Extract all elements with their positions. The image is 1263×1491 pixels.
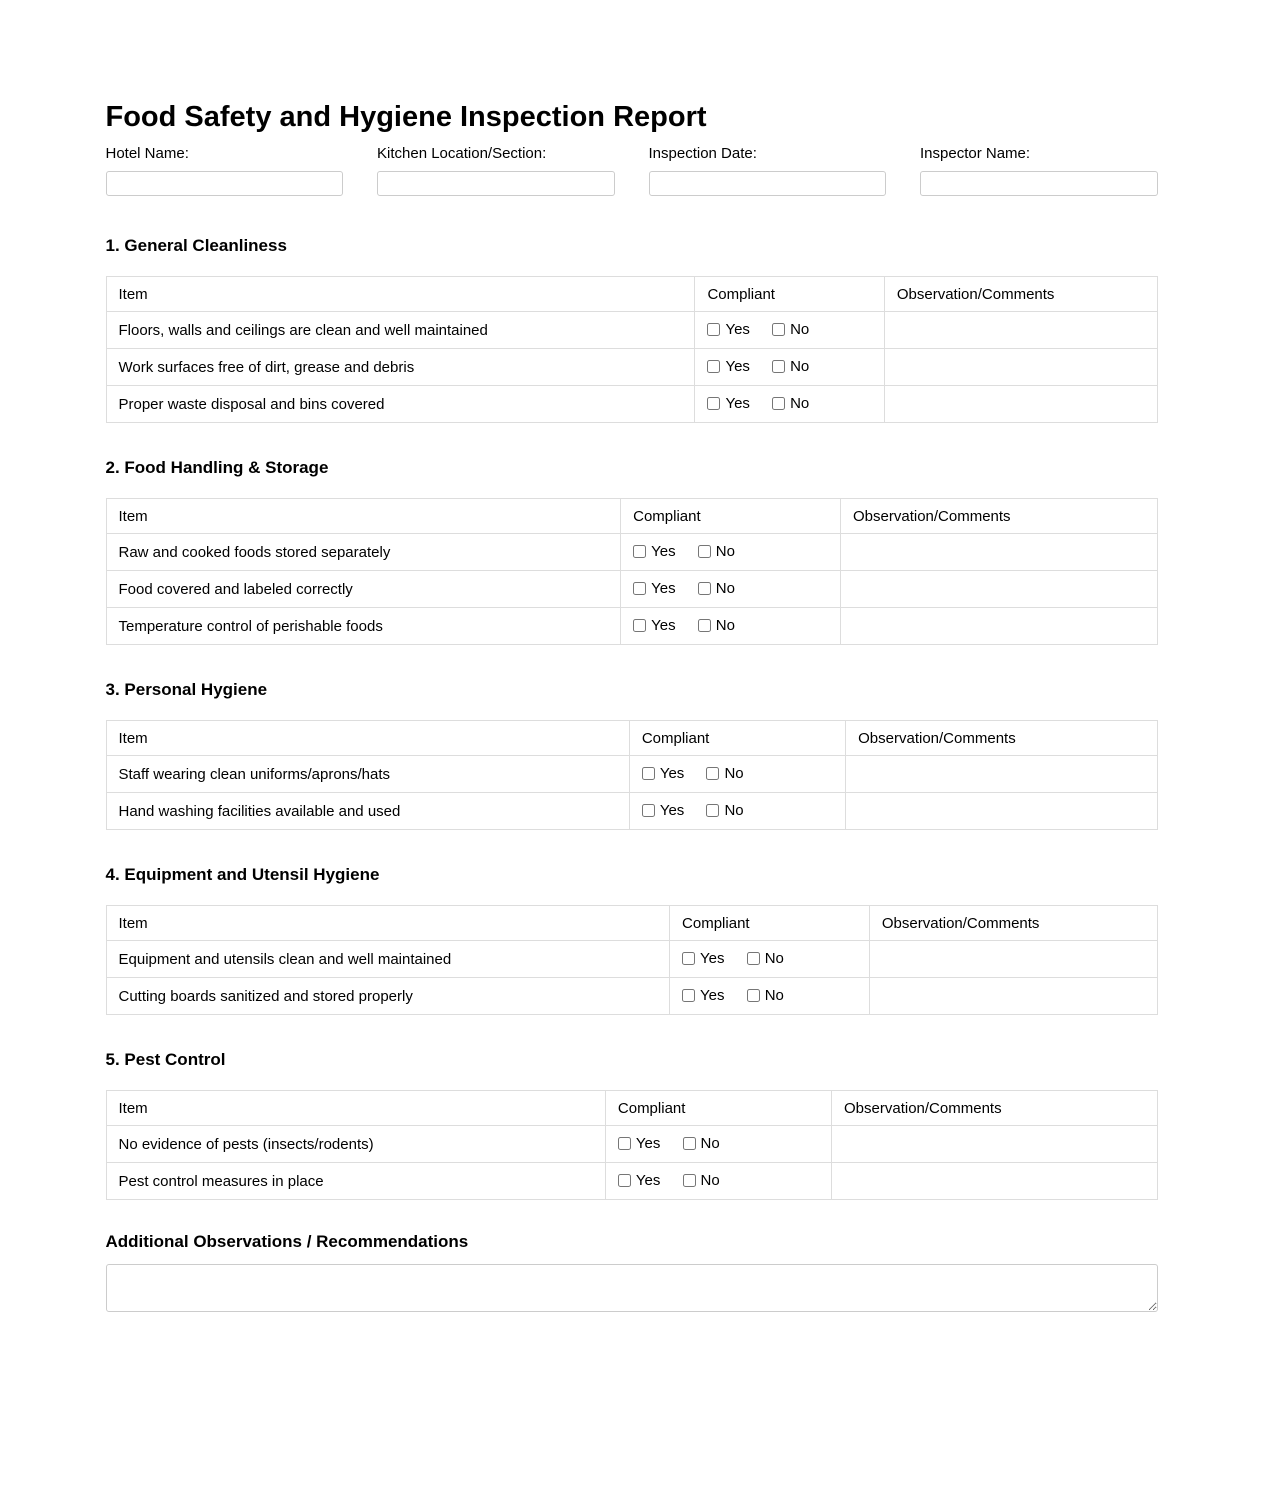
item-cell: Proper waste disposal and bins covered: [106, 386, 695, 423]
inspection-table: [106, 1090, 1158, 1200]
yes-option[interactable]: [707, 321, 749, 338]
yes-option[interactable]: [633, 543, 675, 560]
column-header-compliant: Compliant: [621, 499, 841, 534]
inspection-report-page: [106, 0, 1158, 1312]
inspection-table: [106, 498, 1158, 645]
column-header-item: Item: [106, 1091, 605, 1126]
table-row: [106, 793, 1157, 830]
column-header-observation: Observation/Comments: [841, 499, 1158, 534]
hotel-name-label: Hotel Name:: [105, 145, 189, 163]
no-option[interactable]: [706, 802, 743, 819]
observation-cell: [884, 349, 1157, 386]
yes-checkbox[interactable]: [682, 952, 695, 965]
yes-label: Yes: [725, 320, 750, 338]
column-header-compliant: Compliant: [695, 277, 884, 312]
section-heading: 1. General Cleanliness: [105, 236, 287, 256]
column-header-observation: Observation/Comments: [869, 906, 1157, 941]
yes-checkbox[interactable]: [707, 323, 720, 336]
yes-checkbox[interactable]: [633, 619, 646, 632]
page-title: Food Safety and Hygiene Inspection Report: [105, 101, 707, 133]
item-cell: Work surfaces free of dirt, grease and debris: [106, 349, 695, 386]
no-label: No: [715, 579, 735, 597]
column-header-item: Item: [106, 277, 695, 312]
observation-cell: [846, 756, 1157, 793]
no-option[interactable]: [698, 617, 735, 634]
no-option[interactable]: [772, 358, 809, 375]
compliant-cell: [670, 978, 870, 1015]
observation-cell: [841, 571, 1158, 608]
item-cell: Hand washing facilities available and used: [106, 793, 629, 830]
no-checkbox[interactable]: [698, 582, 711, 595]
yes-checkbox[interactable]: [642, 804, 655, 817]
inspection-table: [106, 276, 1158, 423]
compliant-cell: [621, 534, 841, 571]
compliant-cell: [605, 1163, 831, 1200]
table-row: [106, 312, 1157, 349]
yes-option[interactable]: [682, 950, 724, 967]
no-option[interactable]: [706, 765, 743, 782]
yes-option[interactable]: [642, 765, 684, 782]
compliant-cell: [629, 793, 845, 830]
yes-checkbox[interactable]: [633, 582, 646, 595]
table-header-row: [106, 906, 1157, 941]
no-label: No: [700, 1134, 720, 1152]
yes-checkbox[interactable]: [633, 545, 646, 558]
no-label: No: [764, 986, 784, 1004]
no-label: No: [700, 1171, 720, 1189]
observation-cell: [841, 608, 1158, 645]
column-header-observation: Observation/Comments: [846, 721, 1157, 756]
table-row: [106, 1126, 1157, 1163]
item-cell: Pest control measures in place: [106, 1163, 605, 1200]
section-heading: 4. Equipment and Utensil Hygiene: [105, 865, 380, 885]
section-heading: 2. Food Handling & Storage: [105, 458, 329, 478]
item-cell: Raw and cooked foods stored separately: [106, 534, 621, 571]
column-header-compliant: Compliant: [670, 906, 870, 941]
yes-checkbox[interactable]: [707, 360, 720, 373]
additional-observations-textarea[interactable]: [106, 1264, 1158, 1312]
inspection-section: [106, 865, 1158, 1015]
column-header-item: Item: [106, 721, 629, 756]
observation-cell: [841, 534, 1158, 571]
yes-option[interactable]: [642, 802, 684, 819]
yes-option[interactable]: [707, 358, 749, 375]
inspection-table: [106, 905, 1158, 1015]
table-row: [106, 608, 1157, 645]
no-checkbox[interactable]: [698, 545, 711, 558]
section-heading: 5. Pest Control: [105, 1050, 226, 1070]
item-cell: Staff wearing clean uniforms/aprons/hats: [106, 756, 629, 793]
no-option[interactable]: [683, 1135, 720, 1152]
table-header-row: [106, 721, 1157, 756]
no-option[interactable]: [698, 580, 735, 597]
additional-observations-heading: Additional Observations / Recommendations: [105, 1232, 469, 1252]
yes-checkbox[interactable]: [682, 989, 695, 1002]
no-checkbox[interactable]: [747, 952, 760, 965]
no-option[interactable]: [772, 395, 809, 412]
no-checkbox[interactable]: [772, 397, 785, 410]
column-header-observation: Observation/Comments: [884, 277, 1157, 312]
header-fields: [106, 145, 1158, 196]
table-row: [106, 571, 1157, 608]
column-header-observation: Observation/Comments: [832, 1091, 1157, 1126]
table-row: [106, 534, 1157, 571]
table-row: [106, 756, 1157, 793]
yes-label: Yes: [635, 1171, 661, 1189]
no-label: No: [724, 801, 744, 819]
no-option[interactable]: [698, 543, 735, 560]
table-header-row: [106, 1091, 1157, 1126]
no-checkbox[interactable]: [772, 323, 785, 336]
compliant-cell: [605, 1126, 831, 1163]
no-checkbox[interactable]: [683, 1137, 696, 1150]
yes-option[interactable]: [618, 1135, 660, 1152]
table-row: [106, 978, 1157, 1015]
no-checkbox[interactable]: [683, 1174, 696, 1187]
yes-option[interactable]: [707, 395, 749, 412]
yes-label: Yes: [651, 579, 676, 597]
table-row: [106, 1163, 1157, 1200]
yes-label: Yes: [725, 394, 750, 412]
observation-cell: [846, 793, 1157, 830]
inspection-section: [106, 236, 1158, 423]
inspector-name-label: Inspector Name:: [920, 145, 1031, 163]
observation-cell: [884, 386, 1157, 423]
inspector-name-input[interactable]: [920, 171, 1158, 196]
table-row: [106, 349, 1157, 386]
yes-label: Yes: [725, 357, 750, 375]
no-label: No: [715, 616, 735, 634]
item-cell: Cutting boards sanitized and stored properly: [106, 978, 670, 1015]
no-checkbox[interactable]: [706, 804, 719, 817]
table-header-row: [106, 499, 1157, 534]
yes-checkbox[interactable]: [707, 397, 720, 410]
compliant-cell: [629, 756, 845, 793]
yes-label: Yes: [700, 986, 725, 1004]
yes-option[interactable]: [633, 617, 675, 634]
inspection-section: [106, 458, 1158, 645]
no-option[interactable]: [772, 321, 809, 338]
inspection-table: [106, 720, 1158, 830]
table-header-row: [106, 277, 1157, 312]
compliant-cell: [695, 349, 884, 386]
compliant-cell: [695, 386, 884, 423]
compliant-cell: [670, 941, 870, 978]
yes-checkbox[interactable]: [618, 1174, 631, 1187]
kitchen-location-input[interactable]: [377, 171, 615, 196]
field-hotel-name: [106, 145, 344, 196]
no-label: No: [790, 357, 810, 375]
no-label: No: [790, 394, 810, 412]
yes-option[interactable]: [618, 1172, 660, 1189]
compliant-cell: [621, 571, 841, 608]
yes-option[interactable]: [633, 580, 675, 597]
observation-cell: [869, 978, 1157, 1015]
hotel-name-input[interactable]: [106, 171, 344, 196]
yes-label: Yes: [651, 616, 676, 634]
yes-option[interactable]: [682, 987, 724, 1004]
no-checkbox[interactable]: [747, 989, 760, 1002]
yes-label: Yes: [635, 1134, 661, 1152]
no-label: No: [764, 949, 784, 967]
yes-label: Yes: [659, 764, 685, 782]
table-row: [106, 386, 1157, 423]
table-row: [106, 941, 1157, 978]
item-cell: Food covered and labeled correctly: [106, 571, 621, 608]
column-header-item: Item: [106, 499, 621, 534]
inspection-section: [106, 680, 1158, 830]
observation-cell: [884, 312, 1157, 349]
inspection-date-input[interactable]: [649, 171, 887, 196]
no-label: No: [724, 764, 744, 782]
no-option[interactable]: [747, 987, 784, 1004]
no-option[interactable]: [747, 950, 784, 967]
item-cell: Temperature control of perishable foods: [106, 608, 621, 645]
kitchen-location-label: Kitchen Location/Section:: [377, 145, 547, 163]
compliant-cell: [695, 312, 884, 349]
item-cell: No evidence of pests (insects/rodents): [106, 1126, 605, 1163]
column-header-compliant: Compliant: [605, 1091, 831, 1126]
no-label: No: [790, 320, 810, 338]
yes-checkbox[interactable]: [618, 1137, 631, 1150]
field-inspector-name: [920, 145, 1158, 196]
observation-cell: [832, 1126, 1157, 1163]
compliant-cell: [621, 608, 841, 645]
item-cell: Equipment and utensils clean and well maintained: [106, 941, 670, 978]
no-option[interactable]: [683, 1172, 720, 1189]
yes-label: Yes: [700, 949, 725, 967]
inspection-date-label: Inspection Date:: [648, 145, 757, 163]
no-checkbox[interactable]: [772, 360, 785, 373]
observation-cell: [832, 1163, 1157, 1200]
field-kitchen-location: [377, 145, 615, 196]
observation-cell: [869, 941, 1157, 978]
sections-container: [106, 236, 1158, 1200]
item-cell: Floors, walls and ceilings are clean and well maintained: [106, 312, 695, 349]
no-checkbox[interactable]: [706, 767, 719, 780]
inspection-section: [106, 1050, 1158, 1200]
section-heading: 3. Personal Hygiene: [105, 680, 268, 700]
yes-checkbox[interactable]: [642, 767, 655, 780]
column-header-compliant: Compliant: [629, 721, 845, 756]
no-label: No: [715, 542, 735, 560]
column-header-item: Item: [106, 906, 670, 941]
yes-label: Yes: [659, 801, 685, 819]
yes-label: Yes: [651, 542, 676, 560]
no-checkbox[interactable]: [698, 619, 711, 632]
field-inspection-date: [649, 145, 887, 196]
